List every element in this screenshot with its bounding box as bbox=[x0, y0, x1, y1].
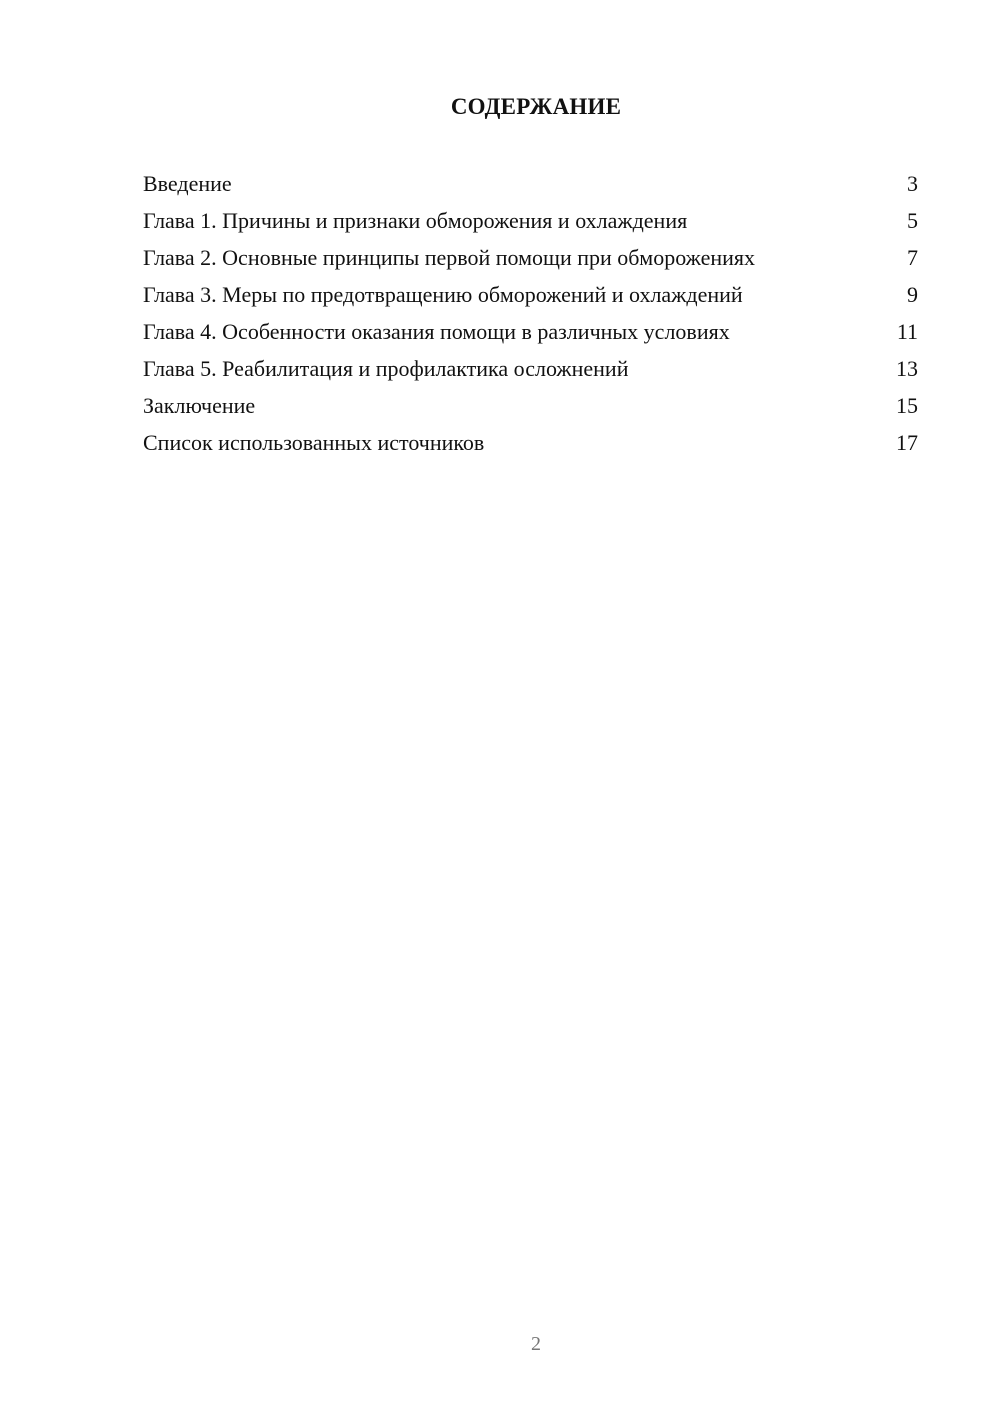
toc-entry-label: Глава 4. Особенности оказания помощи в различных условиях bbox=[143, 319, 730, 344]
toc-entry-page: 3 bbox=[907, 171, 918, 196]
table-of-contents bbox=[143, 170, 918, 466]
toc-entry-page: 5 bbox=[907, 208, 918, 233]
toc-entry-page: 7 bbox=[907, 245, 918, 270]
toc-entry-chapter-3 bbox=[143, 281, 918, 308]
toc-entry-introduction bbox=[143, 170, 918, 197]
toc-entry-page: 11 bbox=[896, 319, 918, 344]
toc-entry-label: Глава 5. Реабилитация и профилактика осложнений bbox=[143, 356, 629, 381]
toc-entry-label: Глава 2. Основные принципы первой помощи при обморожениях bbox=[143, 245, 756, 270]
toc-entry-chapter-2 bbox=[143, 244, 918, 271]
toc-entry-label: Глава 3. Меры по предотвращению обморожений и охлаждений bbox=[143, 282, 743, 307]
toc-entry-page: 9 bbox=[907, 282, 918, 307]
toc-entry-chapter-4 bbox=[143, 318, 918, 345]
toc-title: СОДЕРЖАНИЕ bbox=[450, 94, 622, 119]
toc-entry-page: 15 bbox=[896, 393, 918, 418]
toc-entry-label: Список использованных источников bbox=[143, 430, 485, 455]
toc-entry-label: Глава 1. Причины и признаки обморожения и охлаждения bbox=[143, 208, 688, 233]
toc-entry-page: 13 bbox=[896, 356, 918, 381]
toc-entry-label: Введение bbox=[143, 171, 232, 196]
toc-entry-references bbox=[143, 429, 918, 456]
toc-entry-label: Заключение bbox=[143, 393, 256, 418]
page-number: 2 bbox=[531, 1333, 541, 1355]
toc-entry-chapter-5 bbox=[143, 355, 918, 382]
toc-entry-chapter-1 bbox=[143, 207, 918, 234]
toc-entry-conclusion bbox=[143, 392, 918, 419]
toc-entry-page: 17 bbox=[896, 430, 918, 455]
